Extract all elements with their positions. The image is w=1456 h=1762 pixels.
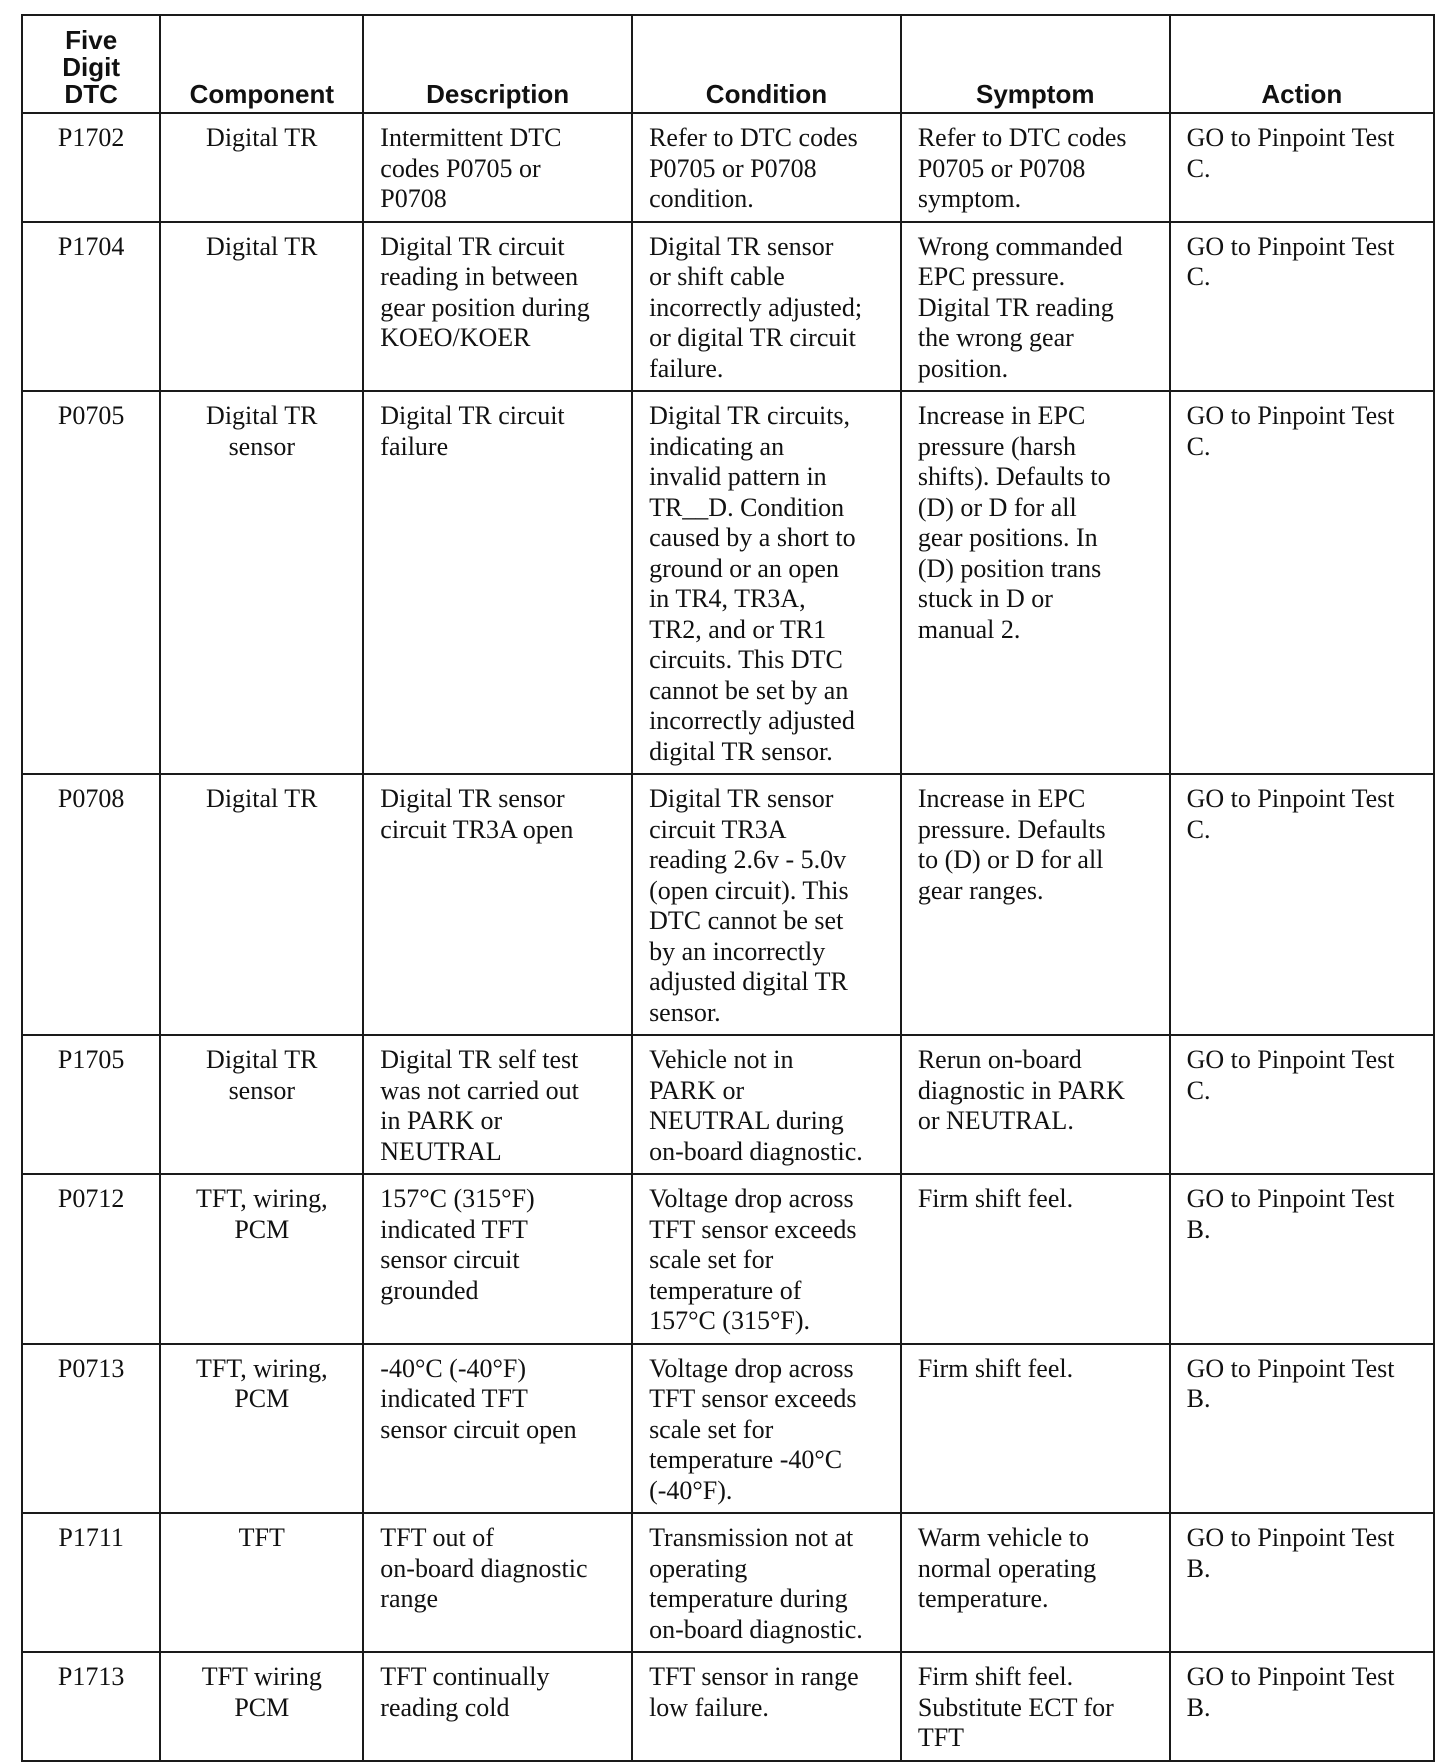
component-cell: Digital TR sensor: [160, 391, 363, 774]
component-cell: Digital TR: [160, 113, 363, 222]
table-row: [22, 1035, 1434, 1174]
dtc-code-cell: P0713: [22, 1344, 160, 1514]
header-symptom: Symptom: [901, 15, 1170, 113]
condition-cell: Digital TR sensor circuit TR3A reading 2.6v - 5.0v (open circuit). This DTC cannot be set by an incorrectly adjusted digital TR sensor.: [632, 774, 901, 1035]
dtc-code-cell: P0705: [22, 391, 160, 774]
symptom-cell: Warm vehicle to normal operating temperature.: [901, 1513, 1170, 1652]
component-cell: TFT, wiring, PCM: [160, 1344, 363, 1514]
component-cell: TFT wiring PCM: [160, 1652, 363, 1761]
symptom-cell: Firm shift feel.: [901, 1344, 1170, 1514]
description-cell: Digital TR circuit failure: [363, 391, 632, 774]
symptom-cell: Refer to DTC codes P0705 or P0708 symptom.: [901, 113, 1170, 222]
condition-cell: Digital TR circuits, indicating an invalid pattern in TR__D. Condition caused by a short to ground or an open in TR4, TR3A, TR2, and or TR1 circuits. This DTC cannot be set by an incorrectly adjusted digital TR sensor.: [632, 391, 901, 774]
symptom-cell: Increase in EPC pressure. Defaults to (D) or D for all gear ranges.: [901, 774, 1170, 1035]
dtc-code-cell: P1713: [22, 1652, 160, 1761]
header-row: [22, 15, 1434, 113]
description-cell: TFT out of on-board diagnostic range: [363, 1513, 632, 1652]
header-five-digit-dtc: Five Digit DTC: [22, 15, 160, 113]
component-cell: TFT: [160, 1513, 363, 1652]
table-row: [22, 391, 1434, 774]
action-cell: GO to Pinpoint Test C.: [1170, 391, 1434, 774]
action-cell: GO to Pinpoint Test B.: [1170, 1344, 1434, 1514]
component-cell: Digital TR: [160, 222, 363, 392]
symptom-cell: Firm shift feel. Substitute ECT for TFT: [901, 1652, 1170, 1761]
condition-cell: Digital TR sensor or shift cable incorrectly adjusted; or digital TR circuit failure.: [632, 222, 901, 392]
condition-cell: Refer to DTC codes P0705 or P0708 condition.: [632, 113, 901, 222]
dtc-code-cell: P1705: [22, 1035, 160, 1174]
symptom-cell: Rerun on-board diagnostic in PARK or NEUTRAL.: [901, 1035, 1170, 1174]
dtc-table: [21, 14, 1435, 1762]
table-row: [22, 1174, 1434, 1344]
symptom-cell: Increase in EPC pressure (harsh shifts). Defaults to (D) or D for all gear positions. In (D) position trans stuck in D or manual 2.: [901, 391, 1170, 774]
dtc-code-cell: P1704: [22, 222, 160, 392]
symptom-cell: Firm shift feel.: [901, 1174, 1170, 1344]
description-cell: -40°C (-40°F) indicated TFT sensor circuit open: [363, 1344, 632, 1514]
header-component: Component: [160, 15, 363, 113]
action-cell: GO to Pinpoint Test C.: [1170, 222, 1434, 392]
action-cell: GO to Pinpoint Test B.: [1170, 1513, 1434, 1652]
dtc-code-cell: P0708: [22, 774, 160, 1035]
action-cell: GO to Pinpoint Test C.: [1170, 113, 1434, 222]
description-cell: Digital TR self test was not carried out in PARK or NEUTRAL: [363, 1035, 632, 1174]
action-cell: GO to Pinpoint Test B.: [1170, 1652, 1434, 1761]
symptom-cell: Wrong commanded EPC pressure. Digital TR reading the wrong gear position.: [901, 222, 1170, 392]
table-row: [22, 1513, 1434, 1652]
header-action: Action: [1170, 15, 1434, 113]
table-row: [22, 222, 1434, 392]
component-cell: TFT, wiring, PCM: [160, 1174, 363, 1344]
component-cell: Digital TR: [160, 774, 363, 1035]
description-cell: Intermittent DTC codes P0705 or P0708: [363, 113, 632, 222]
action-cell: GO to Pinpoint Test C.: [1170, 774, 1434, 1035]
description-cell: Digital TR sensor circuit TR3A open: [363, 774, 632, 1035]
condition-cell: Voltage drop across TFT sensor exceeds scale set for temperature -40°C (-40°F).: [632, 1344, 901, 1514]
condition-cell: TFT sensor in range low failure.: [632, 1652, 901, 1761]
action-cell: GO to Pinpoint Test C.: [1170, 1035, 1434, 1174]
table-row: [22, 1344, 1434, 1514]
header-description: Description: [363, 15, 632, 113]
description-cell: 157°C (315°F) indicated TFT sensor circuit grounded: [363, 1174, 632, 1344]
table-row: [22, 774, 1434, 1035]
table-row: [22, 113, 1434, 222]
header-condition: Condition: [632, 15, 901, 113]
description-cell: Digital TR circuit reading in between gear position during KOEO/KOER: [363, 222, 632, 392]
action-cell: GO to Pinpoint Test B.: [1170, 1174, 1434, 1344]
description-cell: TFT continually reading cold: [363, 1652, 632, 1761]
dtc-code-cell: P0712: [22, 1174, 160, 1344]
component-cell: Digital TR sensor: [160, 1035, 363, 1174]
condition-cell: Voltage drop across TFT sensor exceeds scale set for temperature of 157°C (315°F).: [632, 1174, 901, 1344]
condition-cell: Transmission not at operating temperature during on-board diagnostic.: [632, 1513, 901, 1652]
dtc-code-cell: P1711: [22, 1513, 160, 1652]
condition-cell: Vehicle not in PARK or NEUTRAL during on-board diagnostic.: [632, 1035, 901, 1174]
dtc-code-cell: P1702: [22, 113, 160, 222]
table-row: [22, 1652, 1434, 1761]
